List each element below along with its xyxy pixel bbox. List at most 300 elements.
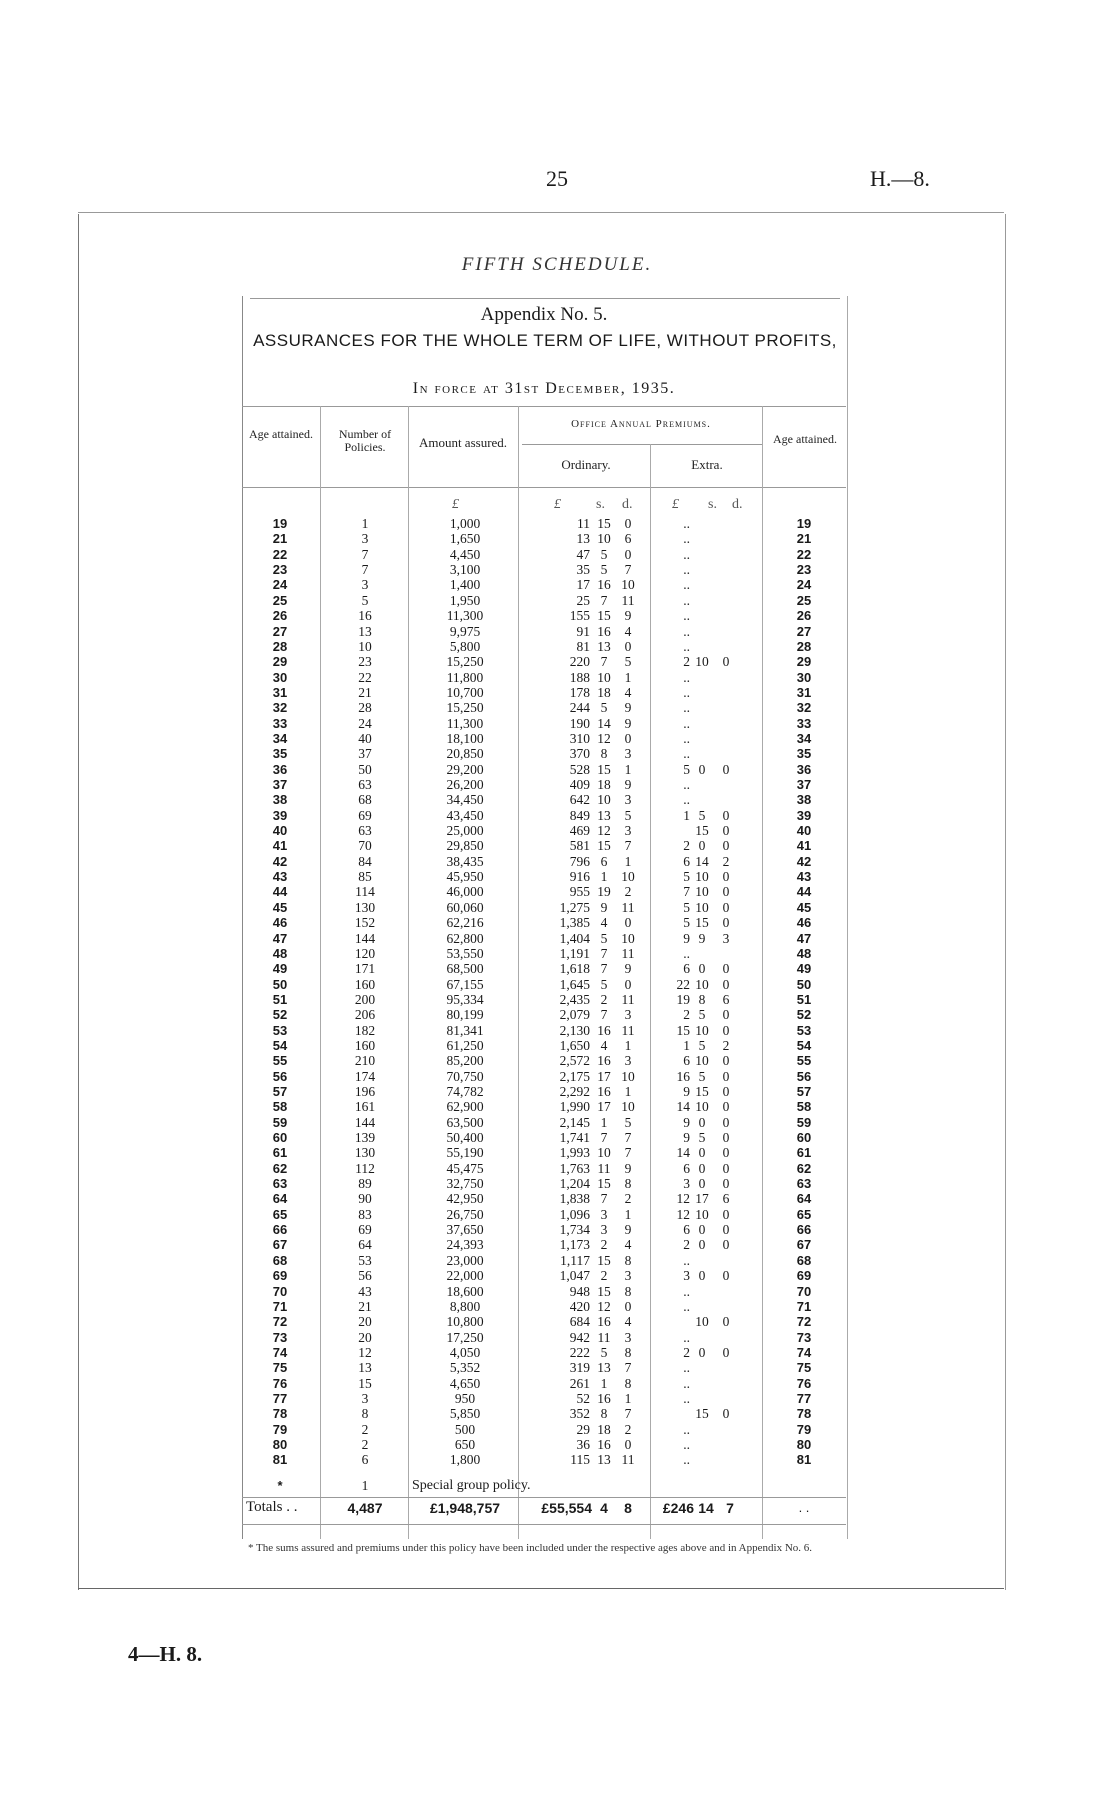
cell-number-of-policies: 144 (354, 1114, 376, 1130)
cell-ordinary-pence: 0 (624, 1298, 632, 1314)
cell-extra-pounds: .. (683, 592, 690, 608)
cell-amount-assured: 1,400 (449, 577, 481, 593)
cell-ordinary-pence: 11 (621, 899, 635, 915)
cell-age-right: 19 (796, 516, 812, 531)
cell-number-of-policies: 85 (358, 869, 372, 884)
cell-extra-pounds: 7 (683, 884, 690, 900)
cell-ordinary-shillings: 5 (600, 930, 608, 946)
cell-extra-shillings: 0 (698, 1268, 706, 1284)
cell-amount-assured: 5,850 (449, 1406, 481, 1422)
cell-amount-assured: 29,850 (446, 838, 484, 854)
totals-extra-pence: 7 (726, 1500, 734, 1516)
cell-number-of-policies: 56 (358, 1268, 372, 1284)
table-row (242, 1145, 846, 1160)
cell-amount-assured: 5,800 (449, 638, 481, 654)
table-row (242, 1437, 846, 1452)
cell-ordinary-pence: 0 (624, 516, 632, 531)
cell-ordinary-shillings: 18 (597, 684, 611, 700)
cell-extra-pounds: .. (683, 746, 690, 762)
cell-ordinary-pounds: 220 (569, 654, 590, 670)
cell-extra-shillings: 10 (695, 1022, 709, 1038)
cell-age-right: 80 (796, 1437, 812, 1452)
cell-number-of-policies: 63 (358, 823, 372, 838)
cell-amount-assured: 67,155 (446, 976, 484, 992)
table-row (242, 516, 846, 531)
cell-extra-pence: 0 (722, 1022, 730, 1038)
cell-ordinary-shillings: 15 (597, 1252, 611, 1268)
table-row (242, 1023, 846, 1038)
header-age-right: Age attained. (773, 432, 837, 446)
cell-ordinary-pounds: 1,275 (559, 899, 590, 915)
cell-ordinary-pounds: 942 (569, 1329, 590, 1345)
table-row (242, 531, 846, 546)
table-row (242, 1422, 846, 1437)
cell-age: 32 (272, 700, 288, 716)
cell-extra-pounds: 19 (676, 991, 690, 1007)
cell-age: 34 (272, 730, 288, 746)
cell-extra-pounds: .. (683, 562, 690, 577)
cell-amount-assured: 46,000 (446, 884, 484, 900)
cell-ordinary-pounds: 1,096 (559, 1206, 590, 1222)
cell-ordinary-pence: 10 (621, 1068, 635, 1084)
cell-ordinary-pence: 7 (624, 838, 632, 854)
cell-amount-assured: 68,500 (446, 961, 484, 977)
cell-ordinary-pounds: 581 (569, 838, 590, 854)
cell-ordinary-pounds: 409 (569, 777, 590, 792)
table-row (242, 961, 846, 976)
cell-extra-pence: 0 (722, 761, 730, 777)
cell-ordinary-pence: 3 (624, 792, 632, 808)
cell-ordinary-pence: 1 (624, 1083, 632, 1099)
cell-number-of-policies: 5 (361, 592, 369, 608)
cell-ordinary-shillings: 13 (597, 1360, 611, 1376)
cell-amount-assured: 18,100 (446, 730, 484, 746)
cell-age-right: 30 (796, 669, 812, 685)
cell-age-right: 51 (796, 991, 812, 1007)
unit-ordinary-pound: £ (554, 497, 561, 512)
cell-amount-assured: 74,782 (446, 1083, 484, 1099)
cell-number-of-policies: 13 (358, 623, 372, 639)
cell-number-of-policies: 16 (358, 608, 372, 624)
cell-age-right: 74 (796, 1344, 812, 1360)
cell-ordinary-shillings: 7 (600, 961, 608, 977)
cell-amount-assured: 1,000 (449, 516, 481, 531)
cell-age-right: 50 (796, 976, 812, 992)
cell-age-right: 46 (796, 915, 812, 931)
cell-amount-assured: 37,650 (446, 1222, 484, 1238)
cell-age-right: 35 (796, 746, 812, 762)
cell-extra-pounds: .. (683, 638, 690, 654)
cell-extra-shillings: 0 (698, 1344, 706, 1360)
table-row (242, 1084, 846, 1099)
cell-age: 27 (272, 623, 288, 639)
cell-number-of-policies: 130 (354, 899, 376, 915)
cell-ordinary-pounds: 52 (576, 1390, 590, 1406)
cell-age: 78 (272, 1406, 288, 1422)
cell-ordinary-pounds: 1,117 (560, 1252, 590, 1268)
cell-number-of-policies: 50 (358, 761, 372, 777)
table-row (242, 977, 846, 992)
cell-ordinary-pounds: 796 (569, 853, 590, 869)
cell-age: 62 (272, 1160, 288, 1176)
cell-extra-pounds: 2 (683, 1344, 690, 1360)
cell-number-of-policies: 13 (358, 1360, 372, 1376)
cell-age: 25 (272, 592, 288, 608)
cell-age: 53 (272, 1022, 288, 1038)
cell-age-right: 37 (796, 777, 812, 792)
cell-number-of-policies: 84 (358, 853, 372, 869)
cell-ordinary-pence: 5 (624, 807, 632, 823)
cell-ordinary-pence: 1 (624, 669, 632, 685)
cell-extra-pounds: .. (683, 1283, 690, 1299)
cell-age-right: 44 (796, 884, 812, 900)
cell-number-of-policies: 68 (358, 792, 372, 808)
cell-age: 46 (272, 915, 288, 931)
cell-age: 79 (272, 1421, 288, 1437)
cell-extra-shillings: 10 (695, 869, 709, 884)
cell-ordinary-pounds: 955 (569, 884, 590, 900)
special-group-text: Special group policy. (412, 1478, 531, 1493)
cell-extra-pounds: 5 (683, 761, 690, 777)
table-row (242, 915, 846, 930)
cell-age-right: 58 (796, 1099, 812, 1115)
in-force-title: In force at 31st December, 1935. (412, 380, 676, 397)
cell-ordinary-shillings: 1 (600, 869, 608, 884)
cell-extra-shillings: 5 (698, 1130, 706, 1145)
totals-age-right: . . (798, 1500, 810, 1515)
cell-extra-shillings: 0 (698, 1237, 706, 1253)
cell-ordinary-pence: 9 (624, 961, 632, 977)
cell-ordinary-shillings: 12 (597, 730, 611, 746)
table-row (242, 1053, 846, 1068)
cell-number-of-policies: 200 (354, 991, 376, 1007)
footnote: * The sums assured and premiums under this policy have been included under the respective ages above and in Appendix No. 6. (248, 1542, 813, 1554)
cell-amount-assured: 62,800 (446, 930, 484, 946)
cell-ordinary-pence: 4 (624, 684, 632, 700)
table-row (242, 1299, 846, 1314)
cell-number-of-policies: 3 (361, 1390, 369, 1406)
cell-extra-shillings: 0 (698, 761, 706, 777)
cell-number-of-policies: 89 (358, 1176, 372, 1191)
cell-extra-pounds: 5 (683, 915, 690, 931)
cell-amount-assured: 25,000 (446, 823, 484, 838)
cell-ordinary-shillings: 11 (597, 1160, 611, 1176)
cell-ordinary-pounds: 1,734 (559, 1222, 590, 1238)
table-row (242, 1191, 846, 1206)
cell-ordinary-pence: 7 (624, 1360, 632, 1376)
cell-age: 57 (272, 1083, 288, 1099)
cell-extra-pounds: .. (683, 623, 690, 639)
schedule-title: FIFTH SCHEDULE. (461, 254, 653, 275)
table-row (242, 808, 846, 823)
cell-age: 80 (272, 1437, 288, 1452)
cell-ordinary-shillings: 10 (597, 1145, 611, 1161)
table-row (242, 869, 846, 884)
cell-ordinary-pence: 11 (621, 991, 635, 1007)
table-row (242, 593, 846, 608)
cell-extra-shillings: 8 (698, 991, 706, 1007)
cell-extra-pounds: .. (683, 577, 690, 593)
cell-amount-assured: 4,650 (449, 1375, 481, 1391)
cell-extra-pounds: .. (683, 1390, 690, 1406)
cell-ordinary-shillings: 2 (600, 1268, 608, 1284)
table-row (242, 700, 846, 715)
cell-ordinary-pence: 11 (621, 1452, 635, 1468)
cell-ordinary-shillings: 7 (600, 654, 608, 670)
cell-age: 70 (272, 1283, 288, 1299)
cell-age: 81 (272, 1452, 288, 1468)
cell-age-right: 38 (796, 792, 812, 808)
cell-age-right: 42 (796, 853, 812, 869)
cell-extra-shillings: 0 (698, 1160, 706, 1176)
table-row (242, 731, 846, 746)
cell-number-of-policies: 20 (358, 1329, 372, 1345)
cell-amount-assured: 50,400 (446, 1130, 484, 1145)
cell-amount-assured: 5,352 (449, 1360, 481, 1376)
cell-ordinary-pounds: 948 (569, 1283, 590, 1299)
cell-ordinary-pounds: 1,838 (559, 1191, 590, 1207)
cell-ordinary-pounds: 420 (569, 1298, 590, 1314)
cell-age-right: 23 (796, 562, 812, 577)
cell-ordinary-pounds: 1,618 (559, 961, 590, 977)
cell-ordinary-pounds: 469 (569, 823, 590, 838)
cell-age-right: 40 (796, 823, 812, 838)
cell-ordinary-shillings: 16 (597, 1314, 611, 1330)
table-row (242, 777, 846, 792)
table-row (242, 547, 846, 562)
cell-amount-assured: 26,750 (446, 1206, 484, 1222)
cell-age: 69 (272, 1268, 288, 1284)
cell-age: 38 (272, 792, 288, 808)
table-row (242, 1314, 846, 1329)
cell-amount-assured: 8,800 (449, 1298, 481, 1314)
cell-number-of-policies: 37 (358, 746, 372, 762)
cell-ordinary-pounds: 11 (577, 516, 590, 531)
cell-amount-assured: 15,250 (446, 654, 484, 670)
cell-ordinary-shillings: 14 (597, 715, 611, 731)
assurances-title: ASSURANCES FOR THE WHOLE TERM OF LIFE, WITHOUT PROFITS, (253, 331, 837, 350)
cell-number-of-policies: 171 (354, 961, 376, 977)
cell-ordinary-pence: 0 (624, 546, 632, 562)
cell-amount-assured: 43,450 (446, 807, 484, 823)
header-office-annual-premiums: Office Annual Premiums. (571, 418, 711, 430)
cell-extra-pence: 0 (722, 884, 730, 900)
cell-ordinary-shillings: 11 (597, 1329, 611, 1345)
cell-ordinary-shillings: 7 (600, 1191, 608, 1207)
cell-ordinary-pence: 9 (624, 777, 632, 792)
cell-age: 48 (272, 945, 288, 961)
cell-ordinary-pence: 10 (621, 1099, 635, 1115)
cell-extra-pence: 0 (722, 1053, 730, 1069)
cell-extra-shillings: 10 (695, 899, 709, 915)
cell-age: 76 (272, 1375, 288, 1391)
cell-extra-pounds: 1 (683, 807, 690, 823)
cell-age-right: 49 (796, 961, 812, 977)
cell-amount-assured: 17,250 (446, 1329, 484, 1345)
cell-ordinary-shillings: 16 (597, 1083, 611, 1099)
cell-ordinary-pounds: 2,130 (559, 1022, 590, 1038)
table-row (242, 624, 846, 639)
cell-age: 26 (272, 608, 288, 624)
cell-age: 56 (272, 1068, 288, 1084)
cell-age-right: 57 (796, 1083, 812, 1099)
cell-ordinary-pence: 0 (624, 638, 632, 654)
table-row (242, 1176, 846, 1191)
cell-amount-assured: 32,750 (446, 1176, 484, 1191)
table-row (242, 716, 846, 731)
table-row (242, 1391, 846, 1406)
cell-number-of-policies: 7 (361, 546, 369, 562)
cell-age-right: 64 (796, 1191, 812, 1207)
cell-age: 67 (272, 1237, 288, 1253)
cell-age: 75 (272, 1360, 288, 1376)
cell-extra-pence: 0 (722, 1176, 730, 1191)
cell-number-of-policies: 8 (361, 1406, 369, 1422)
cell-age: 72 (272, 1314, 288, 1330)
cell-extra-pence: 6 (722, 991, 730, 1007)
cell-extra-pounds: .. (683, 1252, 690, 1268)
cell-age: 28 (272, 638, 288, 654)
cell-extra-shillings: 9 (698, 930, 706, 946)
cell-age-right: 28 (796, 638, 812, 654)
cell-extra-pence: 0 (722, 915, 730, 931)
cell-age-right: 43 (796, 869, 812, 884)
cell-amount-assured: 62,900 (446, 1099, 484, 1115)
cell-age-right: 26 (796, 608, 812, 624)
cell-extra-pounds: 3 (683, 1176, 690, 1191)
cell-extra-pounds: 1 (683, 1037, 690, 1053)
unit-extra-shillings: s. (708, 497, 717, 512)
cell-ordinary-pounds: 13 (576, 531, 590, 547)
cell-ordinary-pounds: 190 (569, 715, 590, 731)
cell-ordinary-pounds: 47 (576, 546, 590, 562)
cell-age: 51 (272, 991, 288, 1007)
cell-amount-assured: 4,450 (449, 546, 481, 562)
cell-number-of-policies: 83 (358, 1206, 372, 1222)
cell-number-of-policies: 43 (358, 1283, 372, 1299)
cell-ordinary-pence: 1 (624, 1390, 632, 1406)
cell-ordinary-shillings: 17 (597, 1068, 611, 1084)
cell-extra-shillings: 10 (695, 654, 709, 670)
cell-ordinary-pence: 5 (624, 1114, 632, 1130)
cell-ordinary-pounds: 2,175 (559, 1068, 590, 1084)
table-row (242, 792, 846, 807)
header-bottom-rule (242, 487, 846, 488)
cell-ordinary-pounds: 1,763 (559, 1160, 590, 1176)
table-row (242, 1207, 846, 1222)
cell-ordinary-shillings: 15 (597, 1176, 611, 1191)
cell-amount-assured: 23,000 (446, 1252, 484, 1268)
cell-ordinary-shillings: 7 (600, 1130, 608, 1145)
cell-extra-pence: 0 (722, 1145, 730, 1161)
totals-top-rule (242, 1497, 846, 1498)
cell-extra-pounds: 2 (683, 1007, 690, 1023)
cell-number-of-policies: 70 (358, 838, 372, 854)
cell-extra-shillings: 10 (695, 976, 709, 992)
cell-extra-pounds: 12 (676, 1191, 690, 1207)
cell-age-right: 66 (796, 1222, 812, 1238)
cell-ordinary-pence: 10 (621, 869, 635, 884)
cell-age: 71 (272, 1298, 288, 1314)
cell-extra-pounds: .. (683, 777, 690, 792)
cell-age: 77 (272, 1390, 288, 1406)
cell-ordinary-shillings: 3 (600, 1206, 608, 1222)
cell-age: 65 (272, 1206, 288, 1222)
cell-age: 55 (272, 1053, 288, 1069)
table-row (242, 854, 846, 869)
table-row (242, 884, 846, 899)
cell-age-right: 34 (796, 730, 812, 746)
header-amount-assured: Amount assured. (418, 435, 508, 450)
cell-ordinary-shillings: 5 (600, 546, 608, 562)
cell-age-right: 31 (796, 684, 812, 700)
table-row (242, 931, 846, 946)
cell-ordinary-pounds: 17 (576, 577, 590, 593)
cell-ordinary-pence: 11 (621, 592, 635, 608)
cell-ordinary-pence: 7 (624, 1406, 632, 1422)
cell-ordinary-pence: 2 (624, 1421, 632, 1437)
cell-extra-pounds: 9 (683, 930, 690, 946)
cell-ordinary-pounds: 35 (576, 562, 590, 577)
cell-ordinary-shillings: 4 (600, 915, 608, 931)
cell-age-right: 47 (796, 930, 812, 946)
cell-age-right: 62 (796, 1160, 812, 1176)
cell-amount-assured: 62,216 (446, 915, 484, 931)
cell-ordinary-pence: 3 (624, 823, 632, 838)
totals-row (242, 1499, 846, 1521)
cell-amount-assured: 45,950 (446, 869, 484, 884)
cell-ordinary-shillings: 15 (597, 516, 611, 531)
cell-ordinary-shillings: 16 (597, 1437, 611, 1452)
cell-ordinary-pounds: 1,385 (559, 915, 590, 931)
cell-extra-pence: 0 (722, 961, 730, 977)
cell-amount-assured: 11,300 (446, 608, 484, 624)
cell-ordinary-pence: 8 (624, 1344, 632, 1360)
cell-extra-pounds: 14 (676, 1145, 690, 1161)
cell-ordinary-pounds: 2,572 (559, 1053, 590, 1069)
cell-ordinary-pence: 8 (624, 1283, 632, 1299)
cell-extra-pence: 0 (722, 1222, 730, 1238)
page-number: 25 (546, 166, 568, 191)
cell-extra-pounds: .. (683, 1437, 690, 1452)
cell-ordinary-pence: 2 (624, 1191, 632, 1207)
cell-extra-pence: 0 (722, 1114, 730, 1130)
cell-ordinary-shillings: 18 (597, 777, 611, 792)
table-row (242, 1115, 846, 1130)
cell-age-right: 24 (796, 577, 812, 593)
cell-amount-assured: 29,200 (446, 761, 484, 777)
cell-age: 49 (272, 961, 288, 977)
cell-amount-assured: 63,500 (446, 1114, 484, 1130)
unit-ordinary-pence: d. (622, 497, 633, 512)
cell-number-of-policies: 2 (361, 1437, 369, 1452)
table-row (242, 946, 846, 961)
cell-age-right: 75 (796, 1360, 812, 1376)
cell-ordinary-pence: 7 (624, 562, 632, 577)
cell-ordinary-shillings: 8 (600, 746, 608, 762)
cell-ordinary-pence: 9 (624, 608, 632, 624)
cell-ordinary-pounds: 1,191 (559, 945, 590, 961)
cell-ordinary-pounds: 642 (569, 792, 590, 808)
cell-age-right: 61 (796, 1145, 812, 1161)
cell-ordinary-pence: 3 (624, 746, 632, 762)
cell-age-right: 78 (796, 1406, 812, 1422)
cell-extra-shillings: 0 (698, 1114, 706, 1130)
cell-age: 24 (272, 577, 288, 593)
cell-number-of-policies: 21 (358, 1298, 372, 1314)
cell-age: 37 (272, 777, 288, 792)
table-row (242, 670, 846, 685)
